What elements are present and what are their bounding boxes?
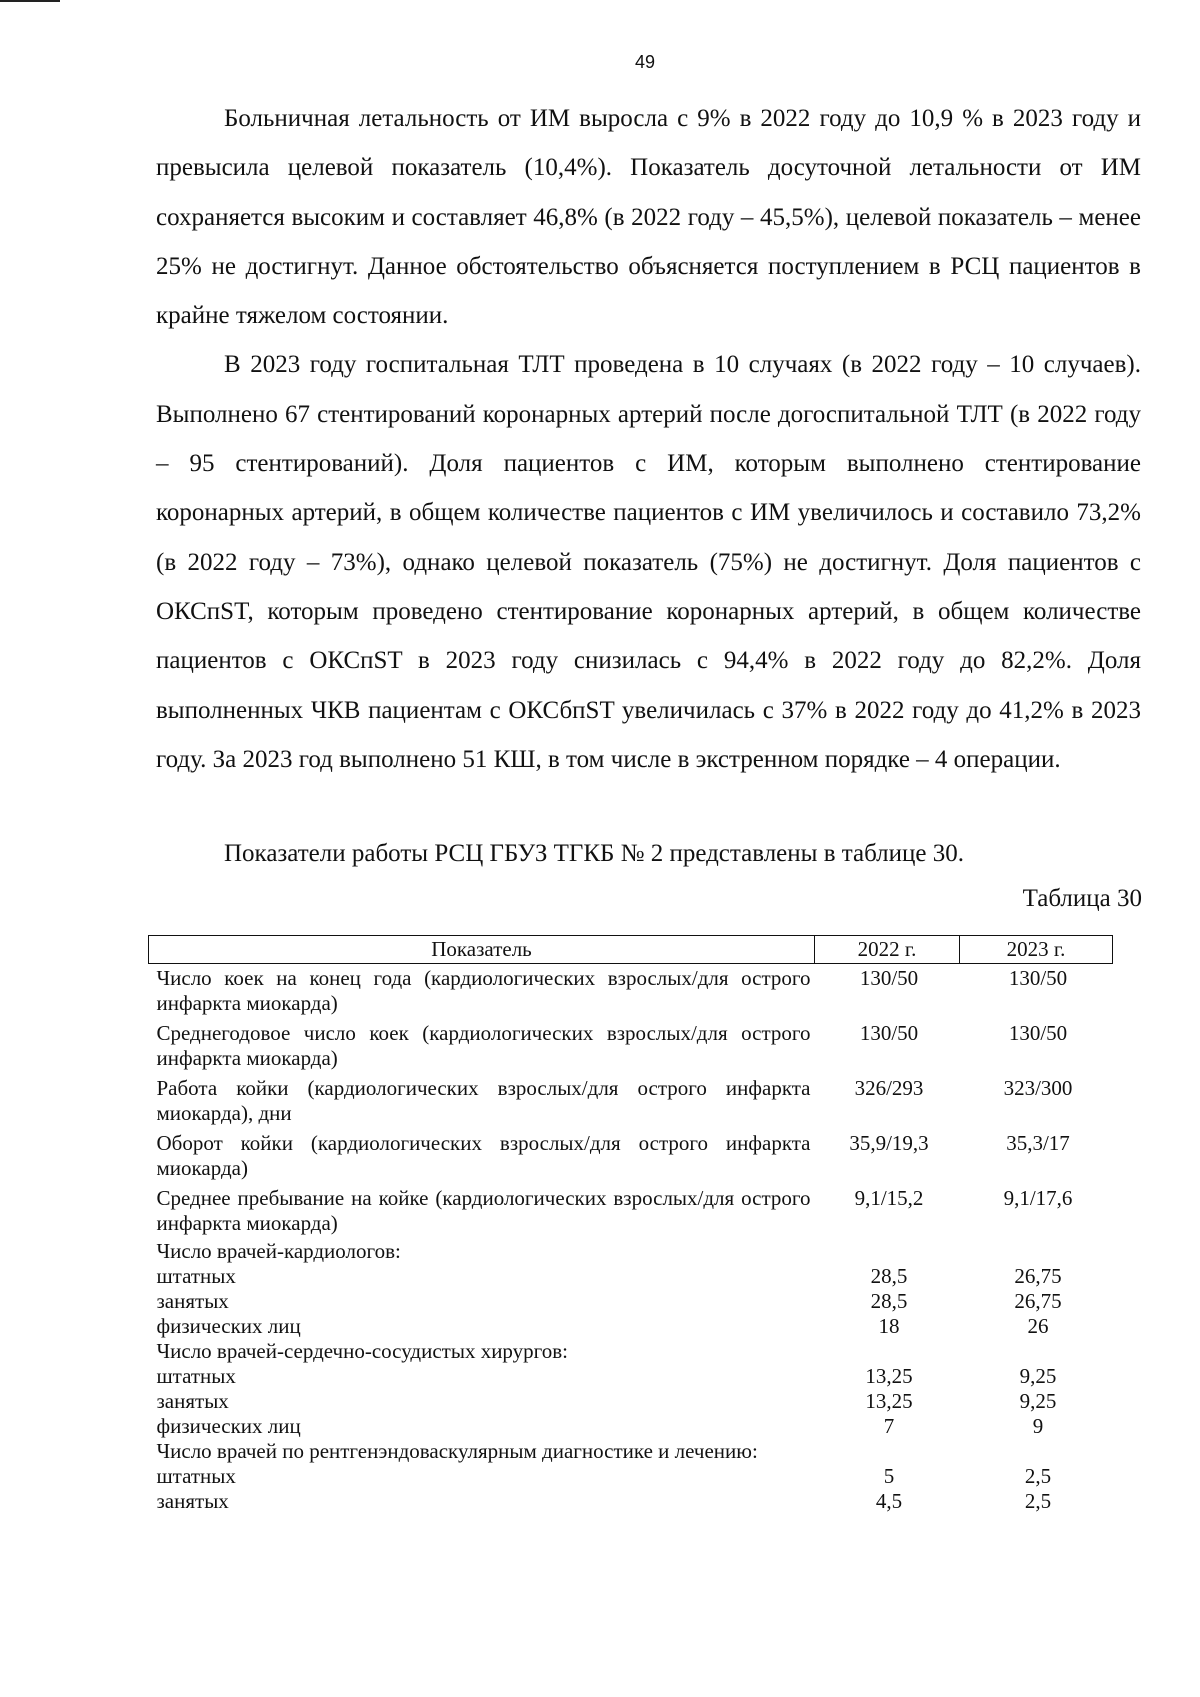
header-2022: 2022 г. [815,936,960,964]
table-row [149,1464,1113,1489]
table-row [149,1074,1113,1129]
row-label: Среднегодовое число коек (кардиологических взрослых/для острого инфаркта миокарда) [156,1021,811,1070]
table-reference-sentence: Показатели работы РСЦ ГБУЗ ТГКБ № 2 представлены в таблице 30. [224,840,965,867]
table-row [149,1129,1113,1184]
value-2023: 323/300 [1003,1076,1073,1100]
header-indicator: Показатель [149,936,815,964]
table-caption: Таблица 30 [1022,885,1142,912]
table-row [149,1314,1113,1339]
row-label: занятых [156,1389,229,1413]
table-row [149,1264,1113,1289]
table-row [149,1414,1113,1439]
row-label: Число коек на конец года (кардиологических взрослых/для острого инфаркта миокарда) [156,966,811,1015]
table-row [149,1019,1113,1074]
value-2023: 26,75 [1014,1289,1062,1313]
table-group-header [149,1439,1113,1464]
paragraph-2: В 2023 году госпитальная ТЛТ проведена в 10 случаях (в 2022 году – 10 случаев). Выполнено 67 стентирований коронарных артерий после догоспитальной ТЛТ (в 2022 году – 95 стентирований). Доля пациентов с ИМ, которым выполнено стентирование коронарных артерий, в общем количестве пациентов с ИМ увеличилось и составило 73,2% (в 2022 году – 73%), однако целевой показатель (75%) не достигнут. Доля пациентов с ОКСпST, которым проведено стентирование коронарных артерий, в общем количестве пациентов с ОКСпST в 2023 году снизилась с 94,4% в 2022 году до 82,2%. Доля выполненных ЧКВ пациентам с ОКСбпST увеличилась с 37% в 2022 году до 41,2% в 2023 году. За 2023 год выполнено 51 КШ, в том числе в экстренном порядке – 4 операции. [156,351,1141,773]
table-group-header [149,1339,1113,1364]
group-title: Число врачей-сердечно-сосудистых хирургов: [156,1339,568,1363]
body-text [156,94,1141,784]
table-group-header [149,1239,1113,1264]
table-row [149,1489,1113,1514]
row-label: штатных [156,1364,236,1388]
value-2022: 4,5 [875,1489,903,1513]
row-label: штатных [156,1264,236,1288]
table-row [149,964,1113,1020]
indicators-table [148,935,1113,1514]
value-2023: 2,5 [1024,1489,1052,1513]
value-2023: 9,1/17,6 [1003,1186,1073,1210]
value-2023: 130/50 [1008,1021,1068,1045]
value-2022: 28,5 [870,1264,908,1288]
table-row [149,1364,1113,1389]
value-2022: 9,1/15,2 [854,1186,924,1210]
page-number: 49 [634,52,656,72]
value-2023: 9,25 [1019,1364,1057,1388]
value-2022: 130/50 [859,966,919,990]
row-label: физических лиц [156,1414,301,1438]
scan-edge-line [0,0,60,2]
row-label: Оборот койки (кардиологических взрослых/для острого инфаркта миокарда) [156,1131,811,1180]
value-2022: 7 [883,1414,895,1438]
value-2022: 13,25 [865,1389,913,1413]
row-label: штатных [156,1464,236,1488]
table-header-row [149,936,1113,964]
row-label: Среднее пребывание на койке (кардиологических взрослых/для острого инфаркта миокарда) [156,1186,811,1235]
table-row [149,1389,1113,1414]
value-2023: 26 [1027,1314,1049,1338]
table-row [149,1184,1113,1239]
table-row [149,1289,1113,1314]
value-2023: 130/50 [1008,966,1068,990]
header-2023: 2023 г. [960,936,1113,964]
value-2022: 130/50 [859,1021,919,1045]
value-2023: 9 [1032,1414,1044,1438]
value-2022: 35,9/19,3 [849,1131,929,1155]
value-2023: 26,75 [1014,1264,1062,1288]
value-2023: 35,3/17 [1006,1131,1070,1155]
value-2022: 18 [878,1314,900,1338]
value-2023: 9,25 [1019,1389,1057,1413]
value-2022: 5 [883,1464,895,1488]
value-2022: 28,5 [870,1289,908,1313]
row-label: физических лиц [156,1314,301,1338]
row-label: занятых [156,1289,229,1313]
value-2023: 2,5 [1024,1464,1052,1488]
value-2022: 13,25 [865,1364,913,1388]
group-title: Число врачей по рентгенэндоваскулярным диагностике и лечению: [156,1439,758,1463]
value-2022: 326/293 [854,1076,924,1100]
group-title: Число врачей-кардиологов: [156,1239,401,1263]
paragraph-1: Больничная летальность от ИМ выросла с 9% в 2022 году до 10,9 % в 2023 году и превысила целевой показатель (10,4%). Показатель досуточной летальности от ИМ сохраняется высоким и составляет 46,8% (в 2022 году – 45,5%), целевой показатель – менее 25% не достигнут. Данное обстоятельство объясняется поступлением в РСЦ пациентов в крайне тяжелом состоянии. [156,105,1141,330]
row-label: Работа койки (кардиологических взрослых/для острого инфаркта миокарда), дни [156,1076,811,1125]
row-label: занятых [156,1489,229,1513]
